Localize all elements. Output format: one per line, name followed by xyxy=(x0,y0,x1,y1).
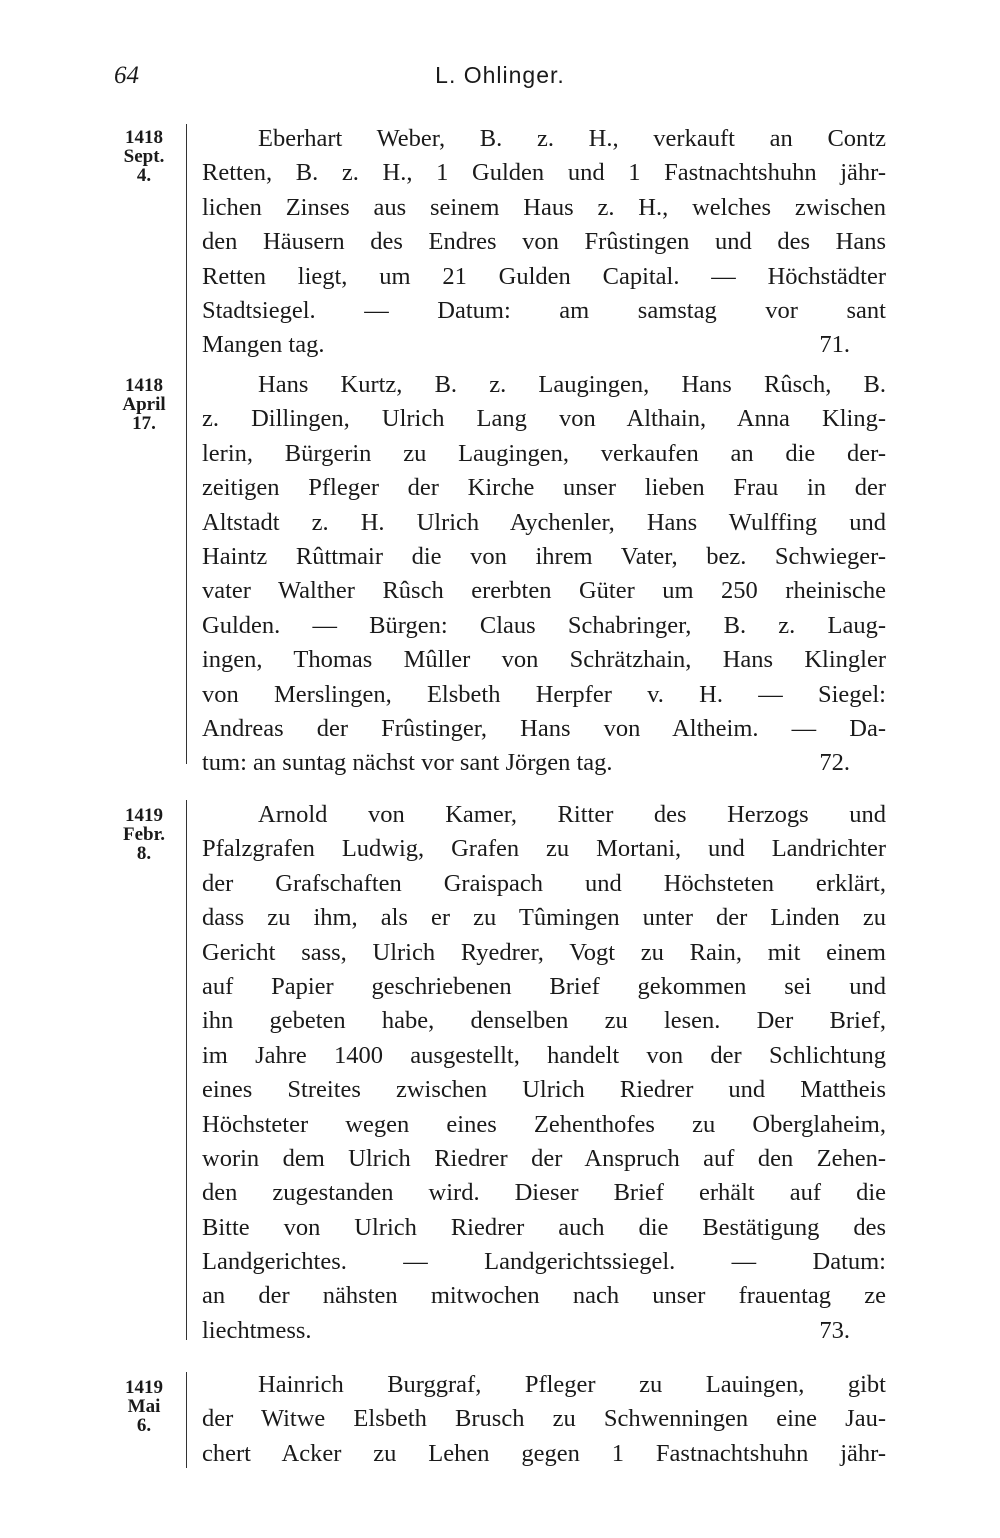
page-header xyxy=(0,62,1000,98)
text-line: Retten, B. z. H., 1 Gulden und 1 Fastnachtshuhn jähr- xyxy=(202,159,886,187)
entry-date: 1419 Mai 6. xyxy=(125,1377,163,1436)
text-line: Höchsteter wegen eines Zehenthofes zu Oberglaheim, xyxy=(202,1110,886,1138)
text-line: ingen, Thomas Mûller von Schrätzhain, Hans Klingler xyxy=(202,646,886,674)
entry-number: 73. xyxy=(819,1316,850,1344)
text-line: liechtmess. 73. xyxy=(202,1314,886,1348)
text-line: Andreas der Frûstinger, Hans von Altheim. — Da- xyxy=(202,714,886,742)
text-line: Retten liegt, um 21 Gulden Capital. — Höchstädter xyxy=(202,262,886,290)
text-line: Gericht sass, Ulrich Ryedrer, Vogt zu Rain, mit einem xyxy=(202,938,886,966)
text-line: an der nähsten mitwochen nach unser frauentag ze xyxy=(202,1282,886,1310)
text-line: dass zu ihm, als er zu Tûmingen unter der Linden zu xyxy=(202,904,886,932)
entry-number: 71. xyxy=(819,331,850,359)
text-line: vater Walther Rûsch ererbten Güter um 250 rheinische xyxy=(202,577,886,605)
entry-date: 1418 Sept. 4. xyxy=(123,127,165,186)
text-line: im Jahre 1400 ausgestellt, handelt von der Schlichtung xyxy=(202,1041,886,1069)
text-line: ihn gebeten habe, denselben zu lesen. Der Brief, xyxy=(202,1007,886,1035)
text-line: Gulden. — Bürgen: Claus Schabringer, B. z. Laug- xyxy=(202,611,886,639)
text-line: lichen Zinses aus seinem Haus z. H., welches zwischen xyxy=(202,193,886,221)
entry-text xyxy=(202,1368,886,1471)
text-line: lerin, Bürgerin zu Laugingen, verkaufen an die der- xyxy=(202,439,886,467)
entry-date: 1419 Febr. 8. xyxy=(122,805,166,864)
text-line: der Witwe Elsbeth Brusch zu Schwenningen eine Jau- xyxy=(202,1405,886,1433)
entry-text xyxy=(202,368,886,781)
text-line: den Häusern des Endres von Frûstingen und des Hans xyxy=(202,228,886,256)
text-line: Landgerichtes. — Landgerichtssiegel. — Datum: xyxy=(202,1248,886,1276)
margin-rule xyxy=(186,124,187,764)
entry-text xyxy=(202,122,886,363)
text-line: Hans Kurtz, B. z. Laugingen, Hans Rûsch, B. xyxy=(258,371,886,398)
margin-rule xyxy=(186,1372,187,1468)
text-line: Arnold von Kamer, Ritter des Herzogs und xyxy=(258,801,886,828)
text-line: eines Streites zwischen Ulrich Riedrer und Mattheis xyxy=(202,1076,886,1104)
text-line: Mangen tag. 71. xyxy=(202,328,886,362)
text-line: Haintz Rûttmair die von ihrem Vater, bez. Schwieger- xyxy=(202,542,886,570)
text-line: chert Acker zu Lehen gegen 1 Fastnachtshuhn jähr- xyxy=(202,1439,886,1467)
text-line: Stadtsiegel. — Datum: am samstag vor sant xyxy=(202,296,886,324)
text-line: Hainrich Burggraf, Pfleger zu Lauingen, gibt xyxy=(258,1371,886,1398)
text-line: Bitte von Ulrich Riedrer auch die Bestätigung des xyxy=(202,1213,886,1241)
running-head: L. Ohlinger. xyxy=(435,62,565,88)
text-line: den zugestanden wird. Dieser Brief erhält auf die xyxy=(202,1179,886,1207)
text-line: Altstadt z. H. Ulrich Aychenler, Hans Wulffing und xyxy=(202,508,886,536)
text-line: Pfalzgrafen Ludwig, Grafen zu Mortani, und Landrichter xyxy=(202,835,886,863)
text-line: worin dem Ulrich Riedrer der Anspruch auf den Zehen- xyxy=(202,1144,886,1172)
margin-rule xyxy=(186,800,187,1340)
text-line: von Merslingen, Elsbeth Herpfer v. H. — Siegel: xyxy=(202,680,886,708)
entry-text xyxy=(202,798,886,1348)
text-line: z. Dillingen, Ulrich Lang von Althain, Anna Kling- xyxy=(202,405,886,433)
entry-number: 72. xyxy=(819,749,850,777)
text-line: zeitigen Pfleger der Kirche unser lieben Frau in der xyxy=(202,474,886,502)
text-line: Eberhart Weber, B. z. H., verkauft an Contz xyxy=(258,125,886,152)
text-line: tum: an suntag nächst vor sant Jörgen tag. 72. xyxy=(202,746,886,780)
text-line: der Grafschaften Graispach und Höchsteten erklärt, xyxy=(202,869,886,897)
page-number: 64 xyxy=(114,62,139,89)
entry-date: 1418 April 17. xyxy=(122,375,166,434)
text-line: auf Papier geschriebenen Brief gekommen sei und xyxy=(202,972,886,1000)
